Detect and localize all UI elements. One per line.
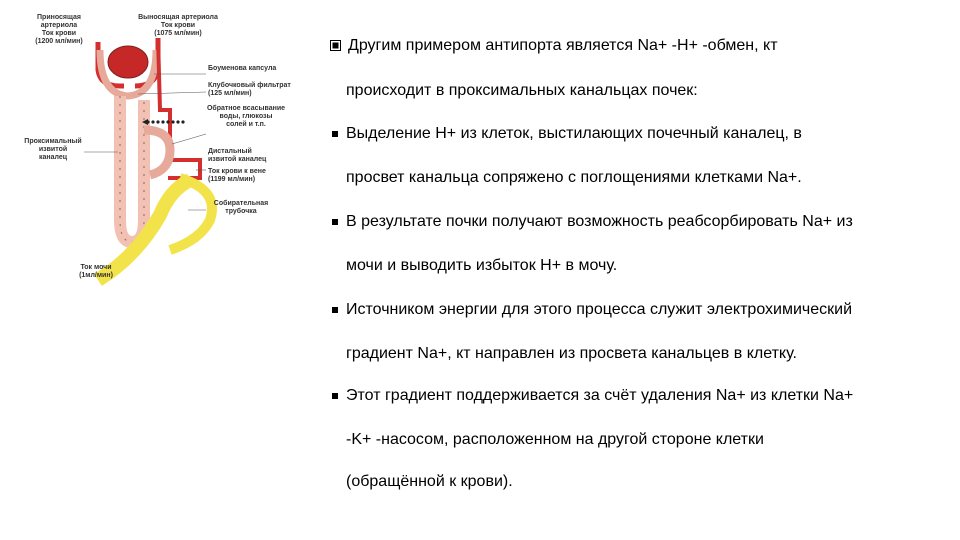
checkbox-bullet-icon [330, 40, 341, 51]
square-bullet-icon [332, 393, 338, 399]
proximal-tubule [120, 96, 144, 242]
square-bullet-icon [332, 219, 338, 225]
label-vein: Ток крови к вене (1199 мл/мин) [208, 168, 266, 183]
label-afferent: Приносящая артериола Ток крови (1200 мл/мин) [35, 14, 83, 45]
label-reabsorption: Обратное всасывание воды, глюкозы солей и т.п. [206, 105, 286, 128]
label-urine: Ток мочи (1мл/мин) [79, 264, 113, 279]
nephron-diagram [20, 10, 330, 290]
label-capsule: Боуменова капсула [208, 65, 277, 72]
peritubular-capillary [158, 38, 200, 178]
label-filtrate: Клубочковый фильтрат (125 мл/мин) [208, 82, 291, 97]
label-collecting: Собирательная трубочка [213, 200, 269, 215]
square-bullet-icon [332, 131, 338, 137]
label-distal: Дистальный извитой каналец [208, 148, 267, 163]
label-efferent: Выносящая артериола Ток крови (1075 мл/мин) [138, 14, 218, 37]
square-bullet-icon [332, 307, 338, 313]
glomerulus [108, 46, 148, 78]
label-proximal: Проксимальный извитой каналец [24, 138, 82, 161]
